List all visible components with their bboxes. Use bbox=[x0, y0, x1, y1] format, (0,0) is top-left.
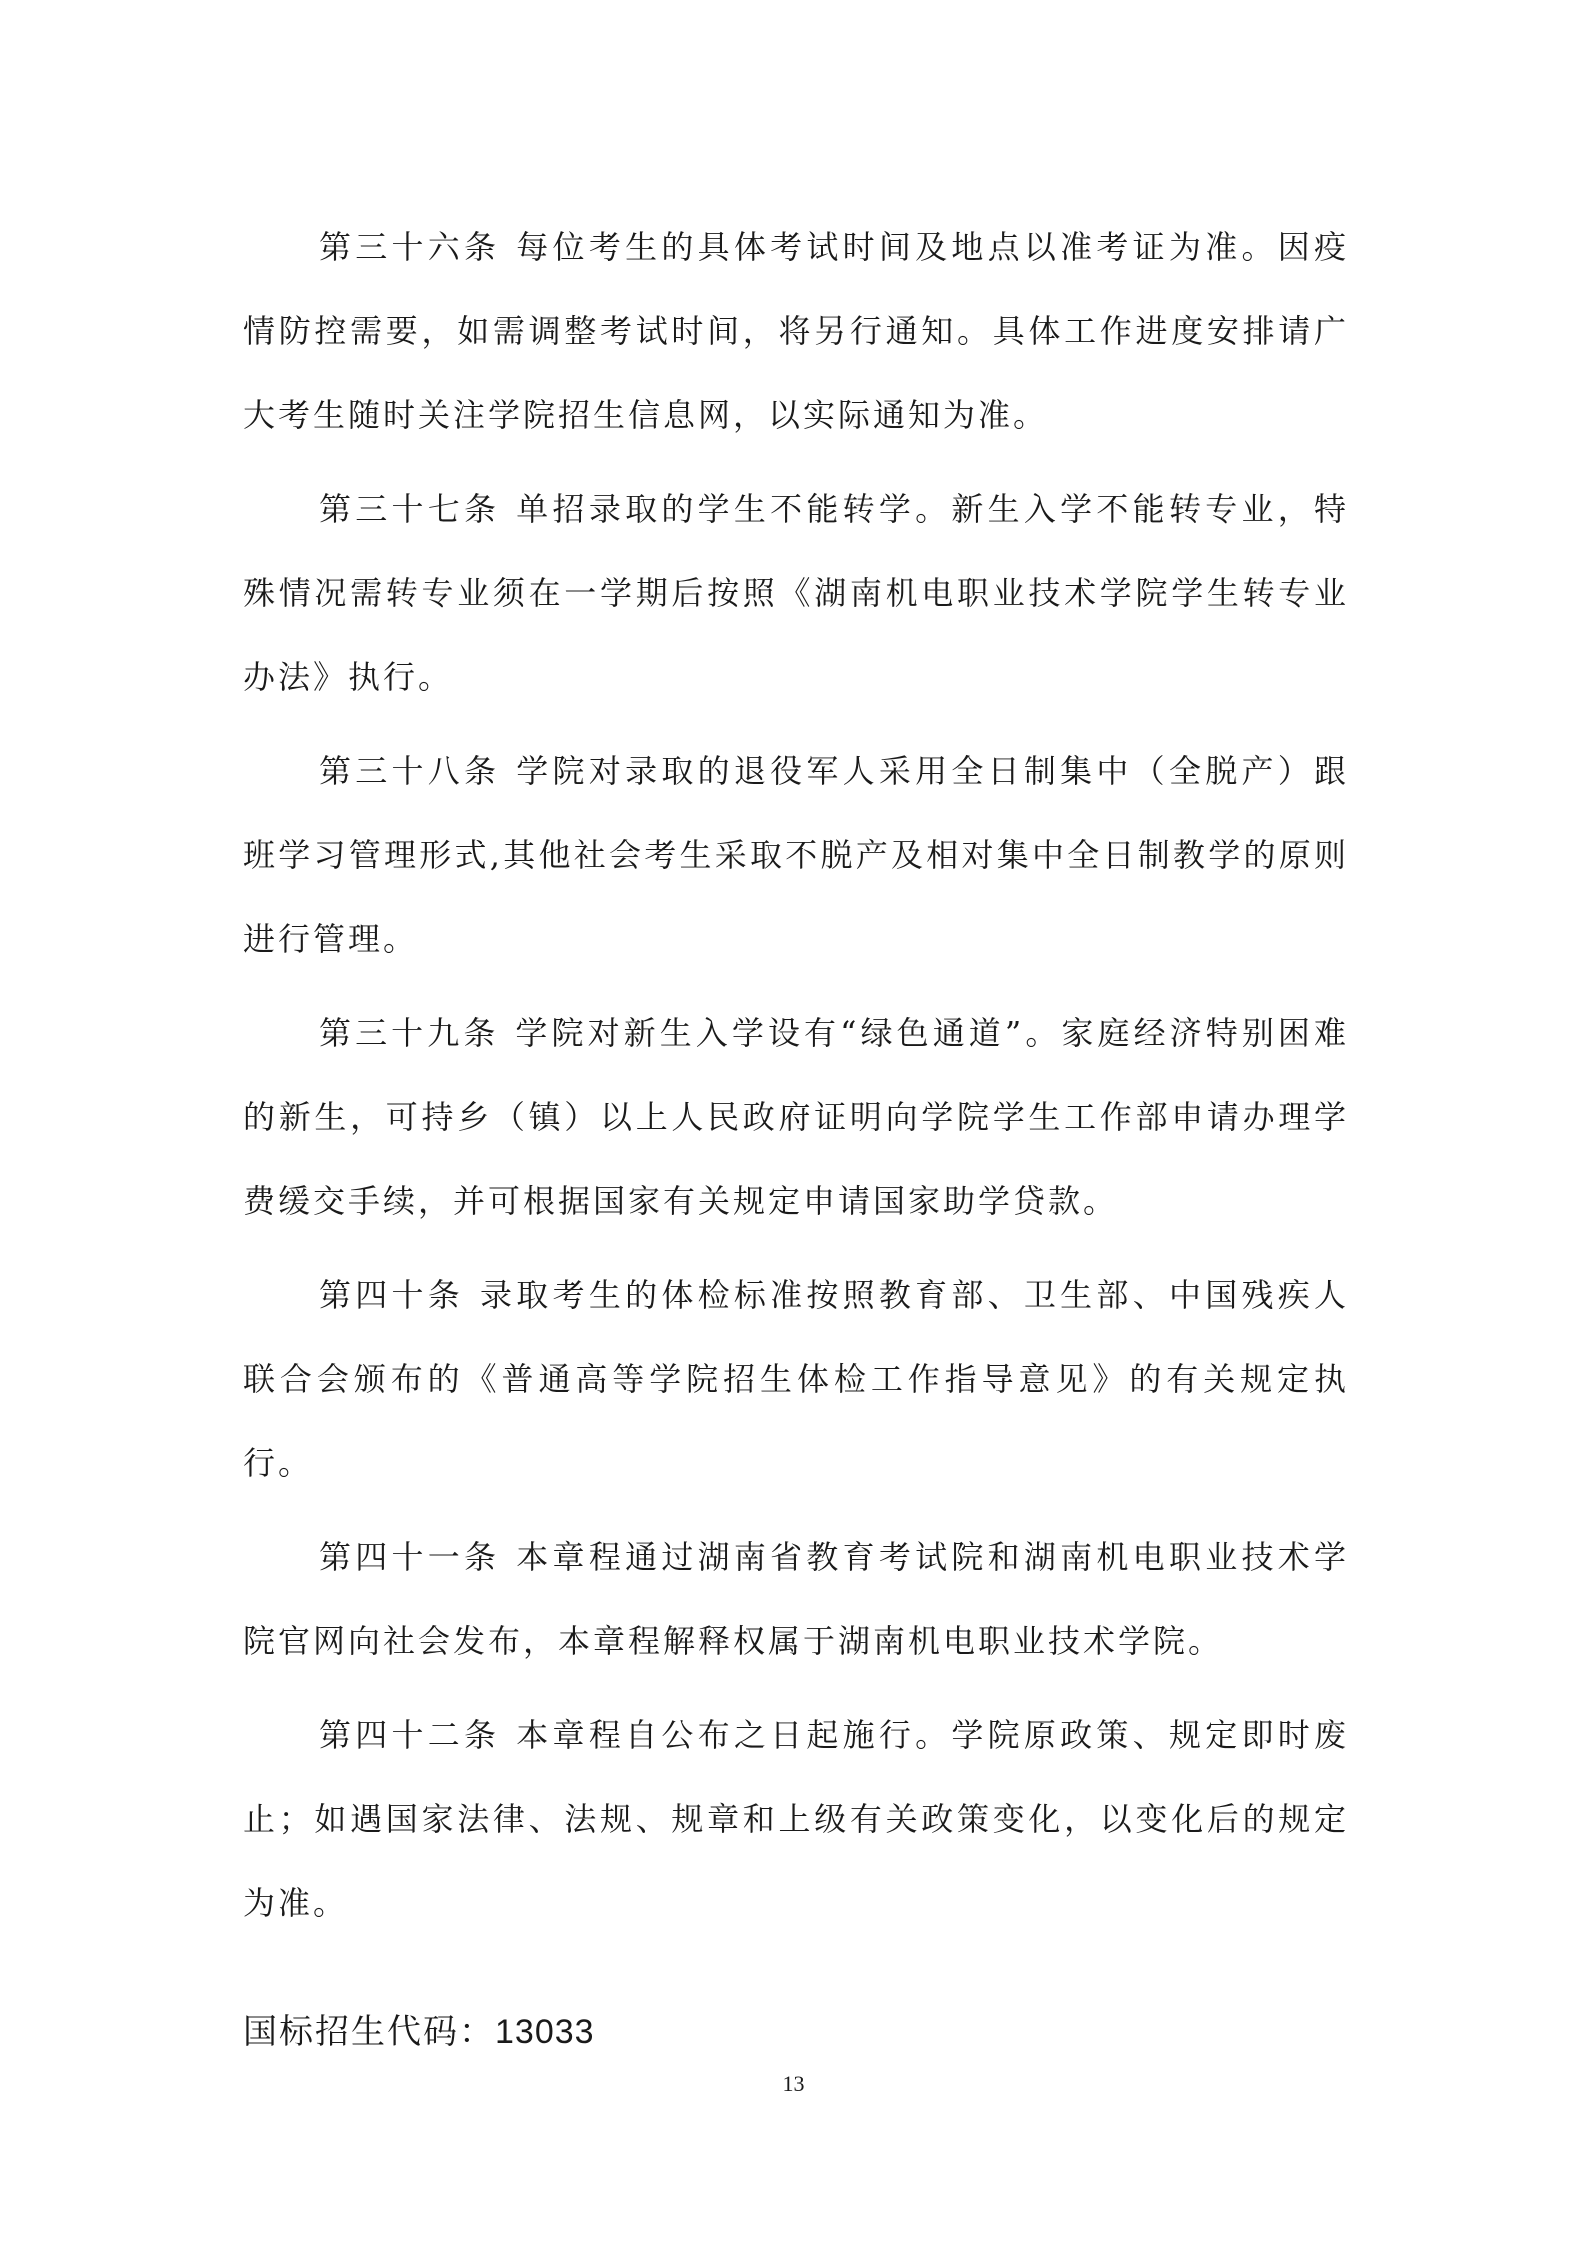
article-heading: 第四十条 bbox=[319, 1276, 465, 1314]
article-heading: 第三十八条 bbox=[319, 752, 501, 790]
article-heading: 第三十九条 bbox=[319, 1014, 500, 1052]
article-heading: 第四十一条 bbox=[319, 1538, 501, 1576]
regulation-body bbox=[243, 205, 1349, 1955]
article-37 bbox=[243, 467, 1349, 719]
enrollment-code-value: 13033 bbox=[495, 2013, 595, 2051]
article-text: 每位考生的具体考试时间及地点以准考证为准。因疫情防控需要，如需调整考试时间，将另行通知。具体工作进度安排请广大考生随时关注学院招生信息网，以实际通知为准。 bbox=[243, 228, 1349, 434]
page-number: 13 bbox=[782, 2071, 805, 2096]
article-41 bbox=[243, 1515, 1349, 1683]
article-38 bbox=[243, 729, 1349, 981]
article-text: 本章程自公布之日起施行。学院原政策、规定即时废止；如遇国家法律、法规、规章和上级有关政策变化，以变化后的规定为准。 bbox=[243, 1716, 1349, 1922]
article-heading: 第三十六条 bbox=[319, 228, 501, 266]
article-36 bbox=[243, 205, 1349, 457]
article-text: 单招录取的学生不能转学。新生入学不能转专业，特殊情况需转专业须在一学期后按照《湖南机电职业技术学院学生转专业办法》执行。 bbox=[243, 490, 1349, 696]
enrollment-code-label: 国标招生代码： bbox=[243, 2012, 495, 2052]
article-text: 学院对新生入学设有“绿色通道”。家庭经济特别困难的新生，可持乡（镇）以上人民政府证明向学院学生工作部申请办理学费缓交手续，并可根据国家有关规定申请国家助学贷款。 bbox=[243, 1014, 1349, 1220]
article-text: 本章程通过湖南省教育考试院和湖南机电职业技术学院官网向社会发布，本章程解释权属于湖南机电职业技术学院。 bbox=[243, 1538, 1349, 1660]
enrollment-code bbox=[243, 2010, 595, 2054]
article-heading: 第四十二条 bbox=[319, 1716, 501, 1754]
article-42 bbox=[243, 1693, 1349, 1945]
article-39 bbox=[243, 991, 1349, 1243]
article-40 bbox=[243, 1253, 1349, 1505]
article-heading: 第三十七条 bbox=[319, 490, 501, 528]
article-text: 学院对录取的退役军人采用全日制集中（全脱产）跟班学习管理形式,其他社会考生采取不脱产及相对集中全日制教学的原则进行管理。 bbox=[243, 752, 1349, 958]
article-text: 录取考生的体检标准按照教育部、卫生部、中国残疾人联合会颁布的《普通高等学院招生体检工作指导意见》的有关规定执行。 bbox=[243, 1276, 1349, 1482]
